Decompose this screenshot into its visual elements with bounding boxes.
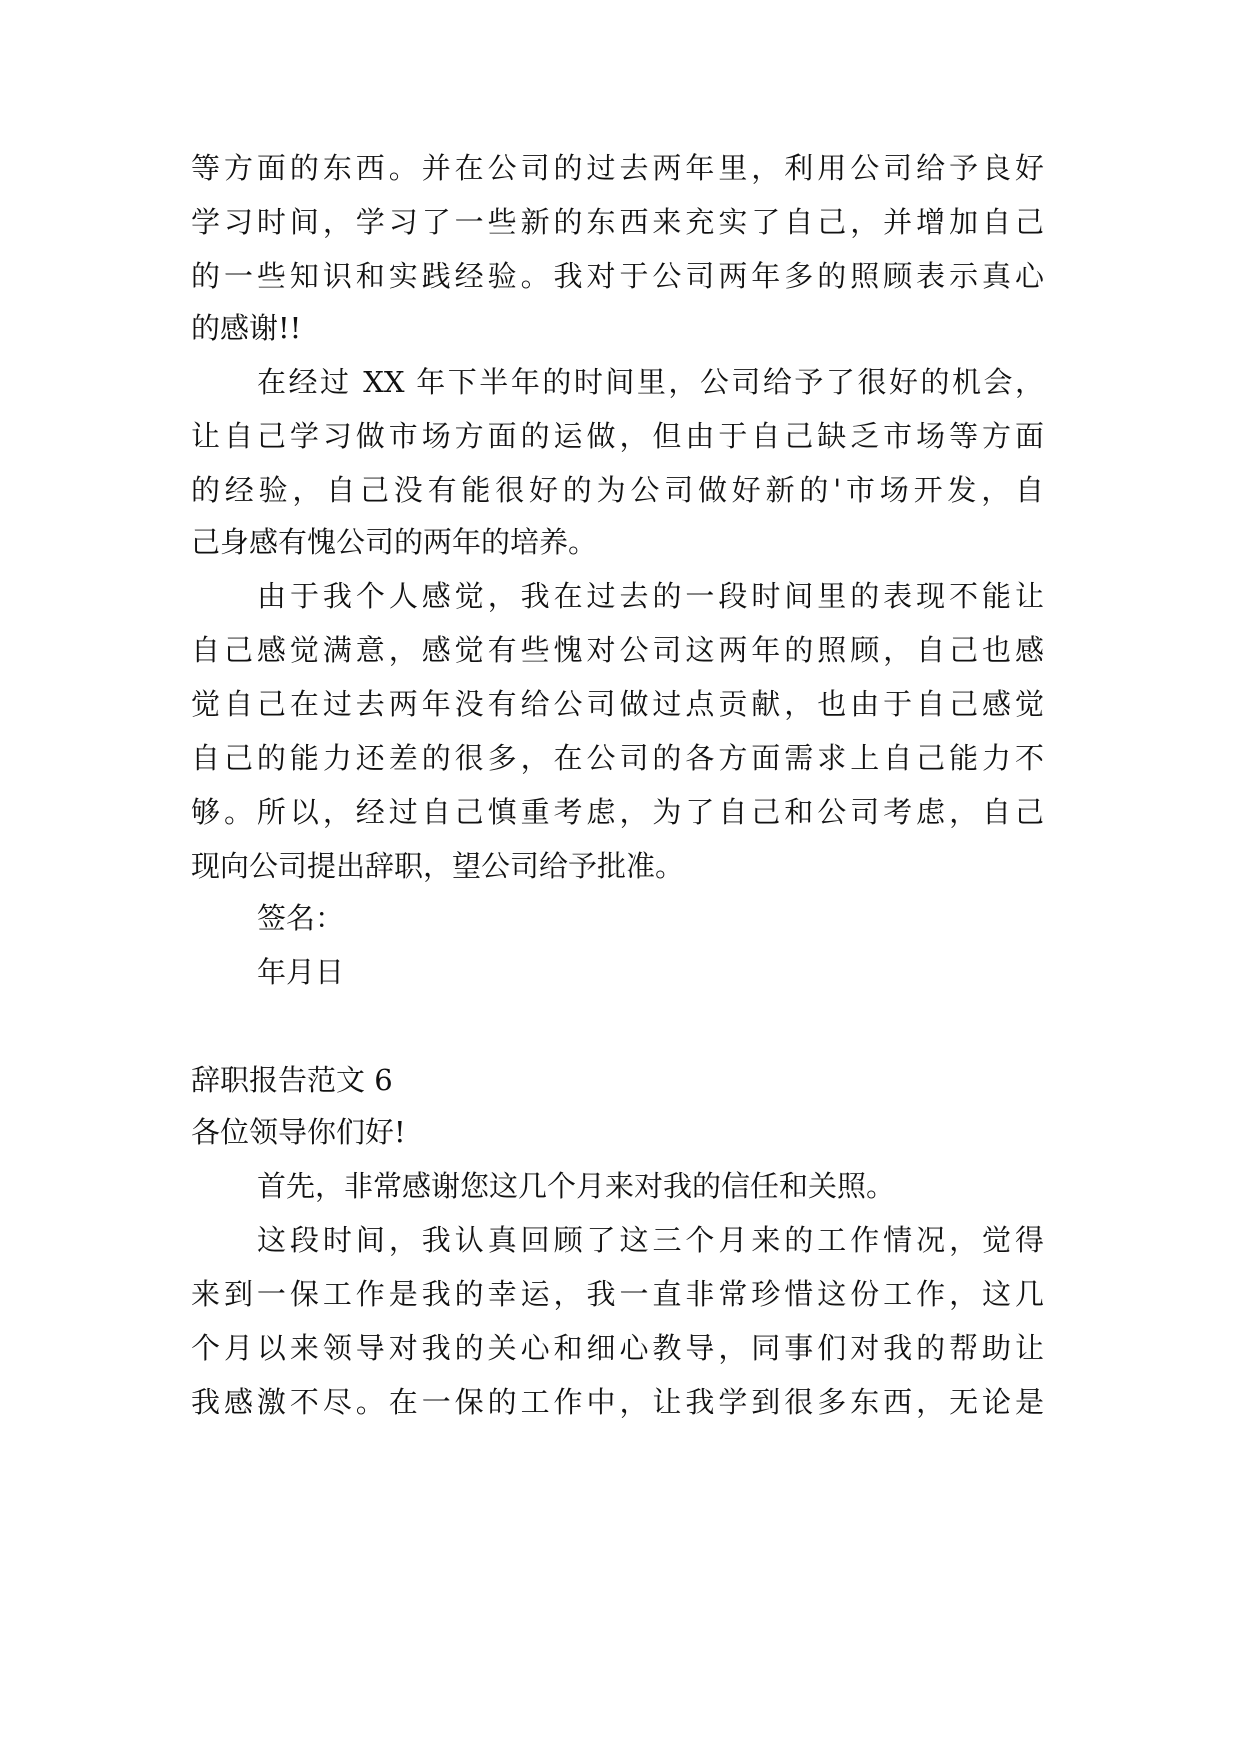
text-line: 个月以来领导对我的关心和细心教导，同事们对我的帮助让 bbox=[191, 1331, 1044, 1365]
text-line: 的经验，自己没有能很好的为公司做好新的'市场开发，自 bbox=[191, 473, 1044, 507]
text-line: 等方面的东西。并在公司的过去两年里，利用公司给予良好 bbox=[191, 151, 1044, 185]
text-line: 我感激不尽。在一保的工作中，让我学到很多东西，无论是 bbox=[191, 1385, 1044, 1419]
section-title: 辞职报告范文 6 bbox=[191, 1063, 393, 1097]
text-line: 够。所以，经过自己慎重考虑，为了自己和公司考虑，自己 bbox=[191, 795, 1044, 829]
text-line: 的感谢!! bbox=[191, 311, 302, 345]
text-line: 现向公司提出辞职，望公司给予批准。 bbox=[191, 849, 685, 883]
text-line: 的一些知识和实践经验。我对于公司两年多的照顾表示真心 bbox=[191, 259, 1044, 293]
text-line: 让自己学习做市场方面的运做，但由于自己缺乏市场等方面 bbox=[191, 419, 1044, 453]
signature-label: 签名： bbox=[257, 901, 345, 935]
salutation: 各位领导你们好! bbox=[191, 1115, 406, 1149]
text-line: 自己的能力还差的很多，在公司的各方面需求上自己能力不 bbox=[191, 741, 1044, 775]
text-line: 在经过 XX 年下半年的时间里，公司给予了很好的机会， bbox=[257, 365, 1044, 399]
text-line: 己身感有愧公司的两年的培养。 bbox=[191, 525, 598, 559]
text-line: 自己感觉满意，感觉有些愧对公司这两年的照顾，自己也感 bbox=[191, 633, 1044, 667]
text-line: 首先，非常感谢您这几个月来对我的信任和关照。 bbox=[257, 1169, 896, 1203]
text-line: 这段时间，我认真回顾了这三个月来的工作情况，觉得 bbox=[257, 1223, 1044, 1257]
date-label: 年月日 bbox=[257, 955, 345, 989]
text-line: 觉自己在过去两年没有给公司做过点贡献，也由于自己感觉 bbox=[191, 687, 1044, 721]
text-line: 由于我个人感觉，我在过去的一段时间里的表现不能让 bbox=[257, 579, 1044, 613]
text-line: 学习时间，学习了一些新的东西来充实了自己，并增加自己 bbox=[191, 205, 1044, 239]
text-line: 来到一保工作是我的幸运，我一直非常珍惜这份工作，这几 bbox=[191, 1277, 1044, 1311]
